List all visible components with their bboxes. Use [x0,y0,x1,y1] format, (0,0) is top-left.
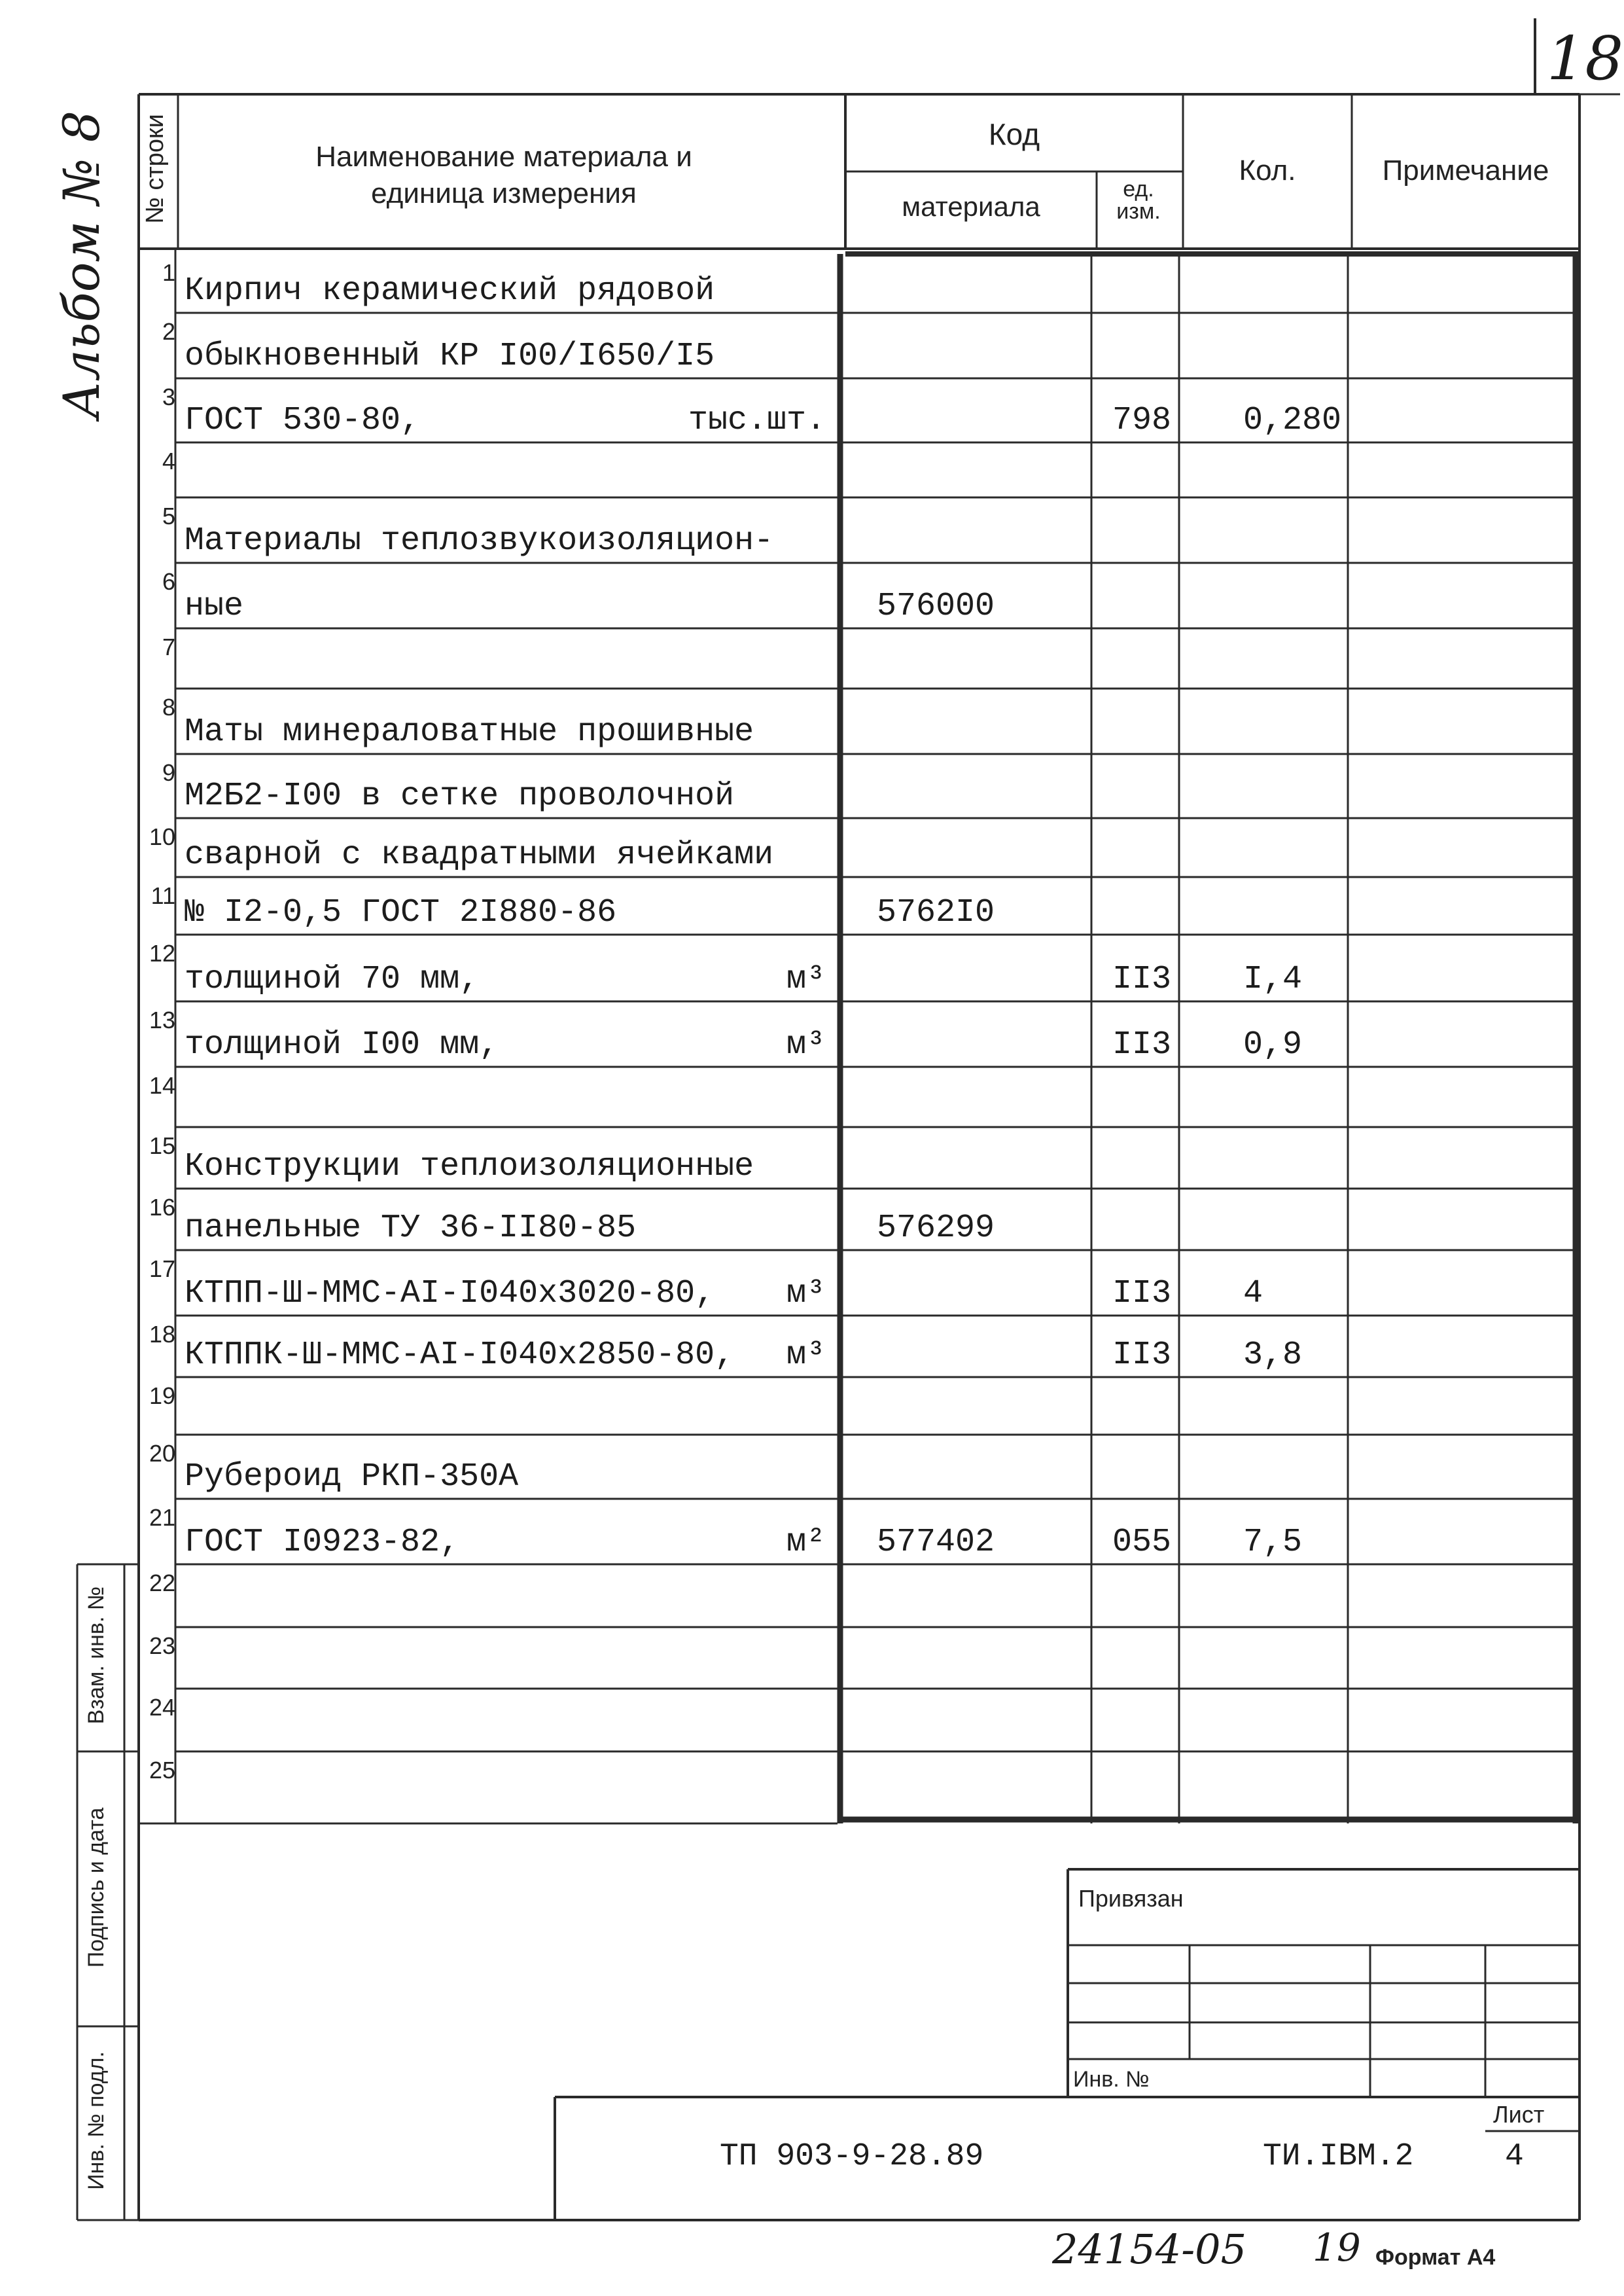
material-code-cell: 576000 [877,588,995,625]
header-material-name: Наименование материала и единица измерения [315,141,692,209]
quantity-cell: 3,8 [1243,1336,1303,1374]
material-code-cell: 5762I0 [877,894,995,931]
material-name-cell: толщиной 70 мм, [185,961,480,998]
unit-label-cell: м² [786,1524,826,1561]
sheet-number: 4 [1505,2139,1524,2174]
material-name-cell: толщиной I00 мм, [185,1026,499,1064]
unit-label-cell: м³ [786,1336,826,1374]
row-number: 6 [162,568,175,595]
material-name-cell: ные [185,588,244,625]
row-number: 15 [149,1132,175,1159]
material-name-cell: КТППК-Ш-ММС-АI-I040х2850-80, [185,1336,735,1374]
header-quantity: Кол. [1239,154,1296,187]
row-number: 1 [162,259,175,286]
sheet-label: Лист [1493,2101,1545,2128]
material-name-cell: сварной с квадратными ячейками [185,836,774,874]
row-number: 9 [162,759,175,786]
material-name-cell: ГОСТ 530-80, [185,402,421,439]
quantity-cell: 4 [1243,1275,1263,1312]
row-number: 20 [149,1440,175,1467]
row-number: 11 [150,882,175,909]
header-row-number: № строки [141,114,169,224]
row-number: 16 [149,1194,175,1221]
stamp-vzam-inv: Взам. инв. № [84,1586,109,1725]
material-name-cell: панельные ТУ 36-II80-85 [185,1210,637,1247]
page-number: 18 [1547,24,1624,94]
album-label: Альбом № 8 [52,110,111,419]
row-number: 12 [149,940,175,967]
header-code: Код [988,117,1040,151]
material-name-cell: М2Б2-I00 в сетке проволочной [185,778,735,815]
page-count: 19 [1313,2225,1361,2270]
header-code-unit: ед. изм. [1116,177,1161,224]
row-number: 4 [162,448,175,475]
row-number: 17 [149,1255,175,1282]
stamp-inv-podl: Инв. № подл. [84,2051,109,2190]
header-note: Примечание [1382,154,1549,187]
row-number: 24 [149,1694,175,1721]
row-number: 3 [162,384,175,410]
material-name-cell: КТПП-Ш-ММС-АI-I040х3020-80, [185,1275,715,1312]
row-number: 25 [149,1757,175,1784]
material-name-cell: Конструкции теплоизоляционные [185,1148,754,1185]
header-code-material: материала [902,191,1040,222]
row-number: 21 [149,1504,175,1531]
quantity-cell: 7,5 [1243,1524,1303,1561]
row-number: 13 [149,1007,175,1033]
material-name-cell: № I2-0,5 ГОСТ 2I880-86 [185,894,617,931]
row-number: 19 [149,1382,175,1409]
unit-code-cell: II3 [1112,1336,1172,1374]
unit-label-cell: м³ [786,961,826,998]
row-number: 10 [149,823,175,850]
row-number: 23 [149,1632,175,1659]
row-number: 14 [149,1072,175,1099]
unit-code-cell: II3 [1112,1275,1172,1312]
title-inv-no: Инв. № [1073,2067,1150,2092]
row-number: 8 [162,694,175,721]
material-name-cell: Материалы теплозвукоизоляцион- [185,522,774,560]
unit-code-cell: 055 [1112,1524,1172,1561]
quantity-cell: 0,9 [1243,1026,1303,1064]
row-number: 7 [162,634,175,660]
material-name-cell: Маты минераловатные прошивные [185,713,754,751]
unit-label-cell: м³ [786,1275,826,1312]
document-mark: ТИ.IВМ.2 [1263,2139,1414,2174]
row-number: 5 [162,503,175,529]
material-name-cell: Рубероид РКП-350А [185,1458,519,1496]
material-code-cell: 577402 [877,1524,995,1561]
unit-code-cell: 798 [1112,402,1172,439]
title-privyazan: Привязан [1078,1885,1184,1912]
material-name-cell: Кирпич керамический рядовой [185,272,715,310]
stamp-podpis-data: Подпись и дата [84,1807,109,1968]
material-code-cell: 576299 [877,1210,995,1247]
unit-label-cell: м³ [786,1026,826,1064]
material-name-cell: ГОСТ I0923-82, [185,1524,460,1561]
quantity-cell: I,4 [1243,961,1303,998]
unit-label-cell: тыс.шт. [688,402,826,439]
quantity-cell: 0,280 [1243,402,1342,439]
unit-code-cell: II3 [1112,1026,1172,1064]
format-label: Формат А4 [1375,2245,1496,2270]
document-code: ТП 903-9-28.89 [720,2139,984,2174]
unit-code-cell: II3 [1112,961,1172,998]
row-number: 18 [149,1321,175,1348]
material-name-cell: обыкновенный КР I00/I650/I5 [185,338,715,375]
archive-number: 24154-05 [1052,2225,1247,2273]
row-number: 2 [162,318,175,345]
row-number: 22 [149,1570,175,1596]
